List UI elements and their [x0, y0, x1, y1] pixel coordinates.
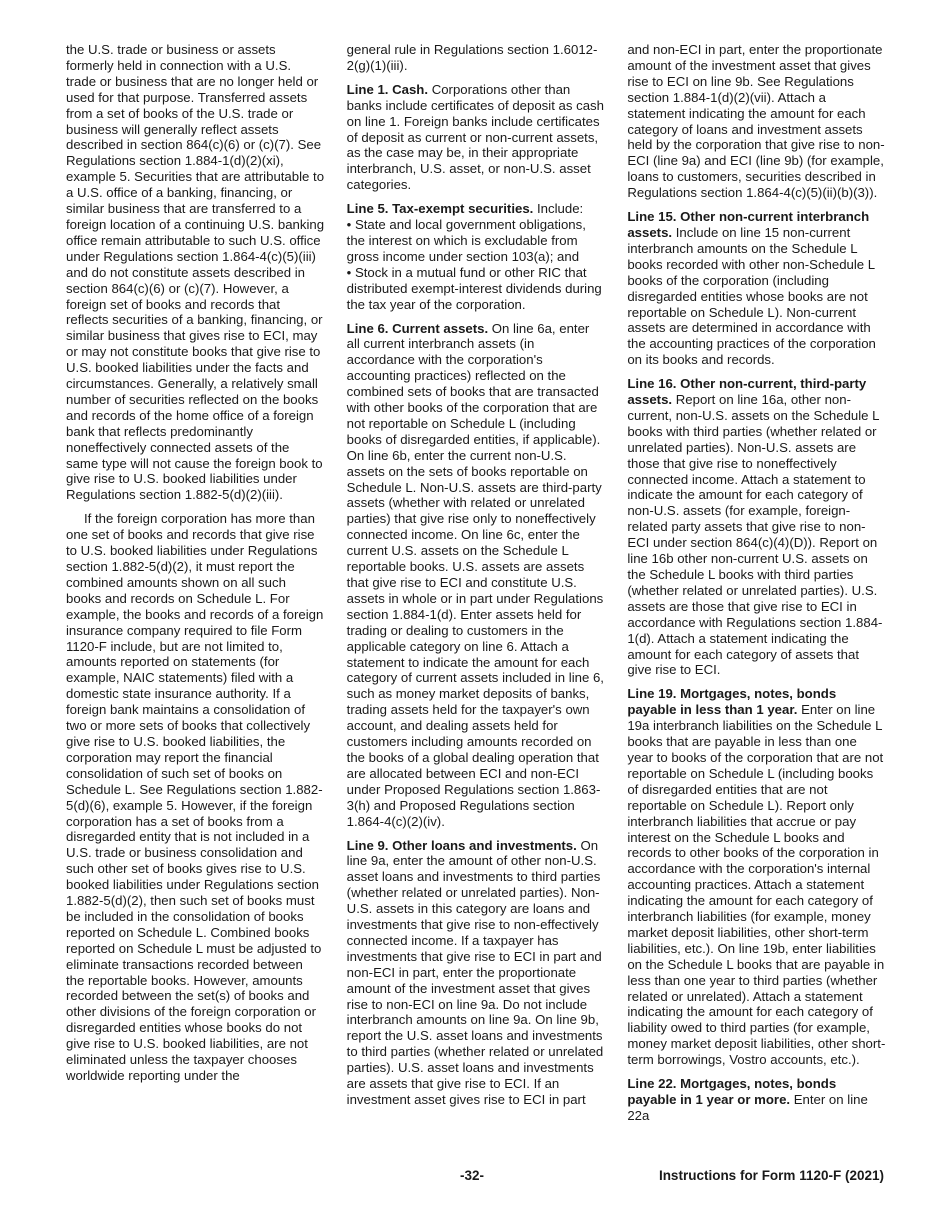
section-heading: Line 22. Mortgages, notes, bonds payable in 1 year or more. — [627, 1076, 837, 1107]
section-heading: Line 19. Mortgages, notes, bonds payable in less than 1 year. — [627, 686, 837, 718]
bullet-item: • State and local government obligations, the interest on which is excludable from gross income under section 103(a); and — [346, 217, 586, 264]
paragraph: general rule in Regulations section 1.6012-2(g)(1)(iii). — [346, 42, 598, 73]
section-line-22 — [627, 1076, 886, 1124]
section-heading: Line 6. Current assets. — [346, 320, 489, 336]
paragraph: and non-ECI in part, enter the proportionate amount of the investment asset that gives rise to ECI on line 9b. See Regulations section 1.884-1(d)(2)(vii). Attach a statement indicating the amount for each category of loans and investment assets held by the corporation that give rise to non-ECI (line 9a) and ECI (line 9b) (for example, loans to customers, securities described in Regulations section 1.864-4(c)(5)(ii)(b)(3)). — [627, 42, 885, 201]
section-body: Corporations other than banks include certificates of deposit as cash on line 1. Foreign banks include certificates of deposit as current or non-current assets, as the case may be, in their appropriate interbranch, U.S. asset, or non-U.S. asset categories. — [346, 81, 604, 193]
section-body: On line 9a, enter the amount of other non-U.S. asset loans and investments to third parties (whether related or unrelated parties). Non-U.S. assets in this category are loans and investments that give rise to non-effectively connected income. If a taxpayer has investments that give rise to ECI in part and non-ECI in part, enter the proportionate amount of the investment asset that gives rise to non-ECI on line 9a. Do not include interbranch amounts on line 9a. On line 9b, report the U.S. asset loans and investments to third parties (whether related or unrelated parties). U.S. asset loans and investments are assets that give rise to ECI. If an investment asset gives rise to ECI in part — [346, 837, 604, 1107]
section-heading: Line 9. Other loans and investments. — [346, 837, 577, 853]
section-line-1 — [347, 82, 606, 193]
section-body: Report on line 16a, other non-current, non-U.S. assets on the Schedule L books with third parties (whether related or unrelated parties). Non-U.S. assets are those that give rise to noneffectively connected income. Attach a statement to indicate the amount for each category of non-U.S. assets (for example, foreign-related party assets that give rise to non-ECI under section 864(c)(4)(D)). Report on line 16b other non-current U.S. assets on the Schedule L books with third parties (whether related or unrelated parties). U.S. assets are those that give rise to ECI in accordance with Regulations section 1.884-1(d). Attach a statement indicating the amount for each category of assets that give rise to ECI. — [627, 392, 883, 678]
form-title: Instructions for Form 1120-F (2021) — [658, 1168, 884, 1183]
section-body: On line 6a, enter all current interbranch assets (in accordance with the corporation's accounting practices) reflected on the combined sets of books that are transacted with other books of the corporation that are not reportable on Schedule L (including books of disregarded entities, if applicable). On line 6b, enter the current non-U.S. assets on the sets of books reportable on Schedule L. Non-U.S. assets are third-party assets (whether with related or unrelated parties) that give rise only to noneffectively connected income. On line 6c, enter the current U.S. assets on the Schedule L reportable books. U.S. assets are assets that give rise to ECI and constitute U.S. assets in whole or in part under Regulations section 1.884-1(d). Enter assets held for trading or dealing to customers in the applicable category on line 6. Attach a statement to indicate the amount for each category of current assets included in line 6, such as money market deposits of banks, trading assets held for the taxpayer's own account, and dealing assets held for customers including amounts recorded on the books of a global dealing operation that are allocated between ECI and non-ECI under Proposed Regulations section 1.863-3(h) and Proposed Regulations section 1.864-4(c)(2)(iv). — [346, 320, 604, 829]
section-heading: Line 5. Tax-exempt securities. — [346, 201, 534, 217]
bullet-item: • Stock in a mutual fund or other RIC that distributed exempt-interest dividends during the tax year of the corporation. — [346, 264, 602, 312]
section-line-9 — [347, 838, 606, 1108]
section-line-16 — [627, 376, 886, 678]
section-body: Enter on line 19a interbranch liabilities on the Schedule L books that are payable in less than one year to books of the corporation that are not reportable on Schedule L (including books of disregarded entities that are not reportable on Schedule L). Report only interbranch liabilities that accrue or pay interest on the Schedule L books and records to other books of the corporation in accordance with the corporation's internal accounting practices. Attach a statement indicating the amount for each category of interbranch liabilities (for example, money market deposit liabilities, other short-term liabilities, etc.). On line 19b, enter liabilities on the Schedule L books that are payable in less than one year to third parties (whether related or unrelated). Attach a statement indicating the amount for each category of liability owed to third parties (for example, money market deposit liabilities, other short-term borrowings, Vostro accounts, etc.). — [627, 702, 886, 1068]
section-body: Include: — [537, 201, 584, 217]
page-number: -32- — [460, 1168, 485, 1183]
section-heading: Line 16. Other non-current, third-party assets. — [627, 376, 867, 408]
paragraph: the U.S. trade or business or assets formerly held in connection with a U.S. trade or business that are no longer held or used for that purpose. Transferred assets from a set of books of the U.S. trade or business will generally reflect assets described in section 864(c)(6) or (c)(7). See Regulations section 1.884-1(d)(2)(xi), example 5. Securities that are attributable to a U.S. office of a banking, financing, or similar business that are transferred to a foreign location of a continuing U.S. banking office remain attributable to such U.S. office under Regulations section 1.864-4(c)(5)(iii) and do not constitute assets described in section 864(c)(6) or (c)(7). However, a foreign set of books and records that reflects securities of a banking, financing, or similar business that gives rise to ECI, may or may not constitute books that give rise to U.S. booked liabilities under the facts and circumstances. Generally, a relatively small number of securities reflected on the books and records of the home office of a foreign bank that reflects predominantly noneffectively connected assets of the same type will not cause the foreign book to give rise to U.S. booked liabilities under Regulations section 1.882-5(d)(2)(iii). — [66, 42, 325, 503]
column-1 — [66, 42, 325, 1154]
text-columns — [66, 42, 886, 1154]
column-3 — [627, 42, 886, 1154]
section-line-6 — [347, 321, 606, 830]
page-footer — [0, 1168, 950, 1188]
section-line-15 — [627, 209, 886, 368]
section-body: Enter on line 22a — [627, 1092, 868, 1123]
column-2 — [347, 42, 606, 1154]
section-heading: Line 15. Other non-current interbranch assets. — [627, 209, 870, 240]
section-heading: Line 1. Cash. — [346, 81, 429, 97]
section-line-19 — [627, 686, 886, 1068]
paragraph: If the foreign corporation has more than one set of books and records that give rise to U.S. booked liabilities under Regulations section 1.882-5(d)(2), it must report the combined amounts shown on all such books and records on Schedule L. For example, the books and records of a foreign insurance company required to file Form 1120-F include, but are not limited to, amounts reported on statements (for example, NAIC statements) filed with a domestic state insurance authority. If a foreign bank maintains a consolidation of two or more sets of books that collectively give rise to U.S. booked liabilities, the corporation may report the financial consolidation of such set of books on Schedule L. See Regulations section 1.882-5(d)(6), example 5. However, if the foreign corporation has a set of books from a disregarded entity that is not included in a U.S. trade or business consolidation and such other set of books gives rise to U.S. booked liabilities under Regulations section 1.882-5(d)(2), then such set of books must be included in the consolidation of books reported on Schedule L. Combined books reported on Schedule L must be adjusted to eliminate transactions recorded between the reportable books. However, amounts recorded between the set(s) of books and other divisions of the foreign corporation or disregarded entities whose books do not give rise to U.S. booked liabilities, are not eliminated unless the taxpayer chooses worldwide reporting under the — [66, 511, 324, 1083]
section-line-5 — [347, 201, 606, 312]
section-body: Include on line 15 non-current interbranch amounts on the Schedule L books recorded with other non-Schedule L books of the corporation (including disregarded entities whose books are not reportable on Schedule L). Non-current assets are determined in accordance with the accounting practices of the corporation on its books and records. — [627, 224, 876, 368]
